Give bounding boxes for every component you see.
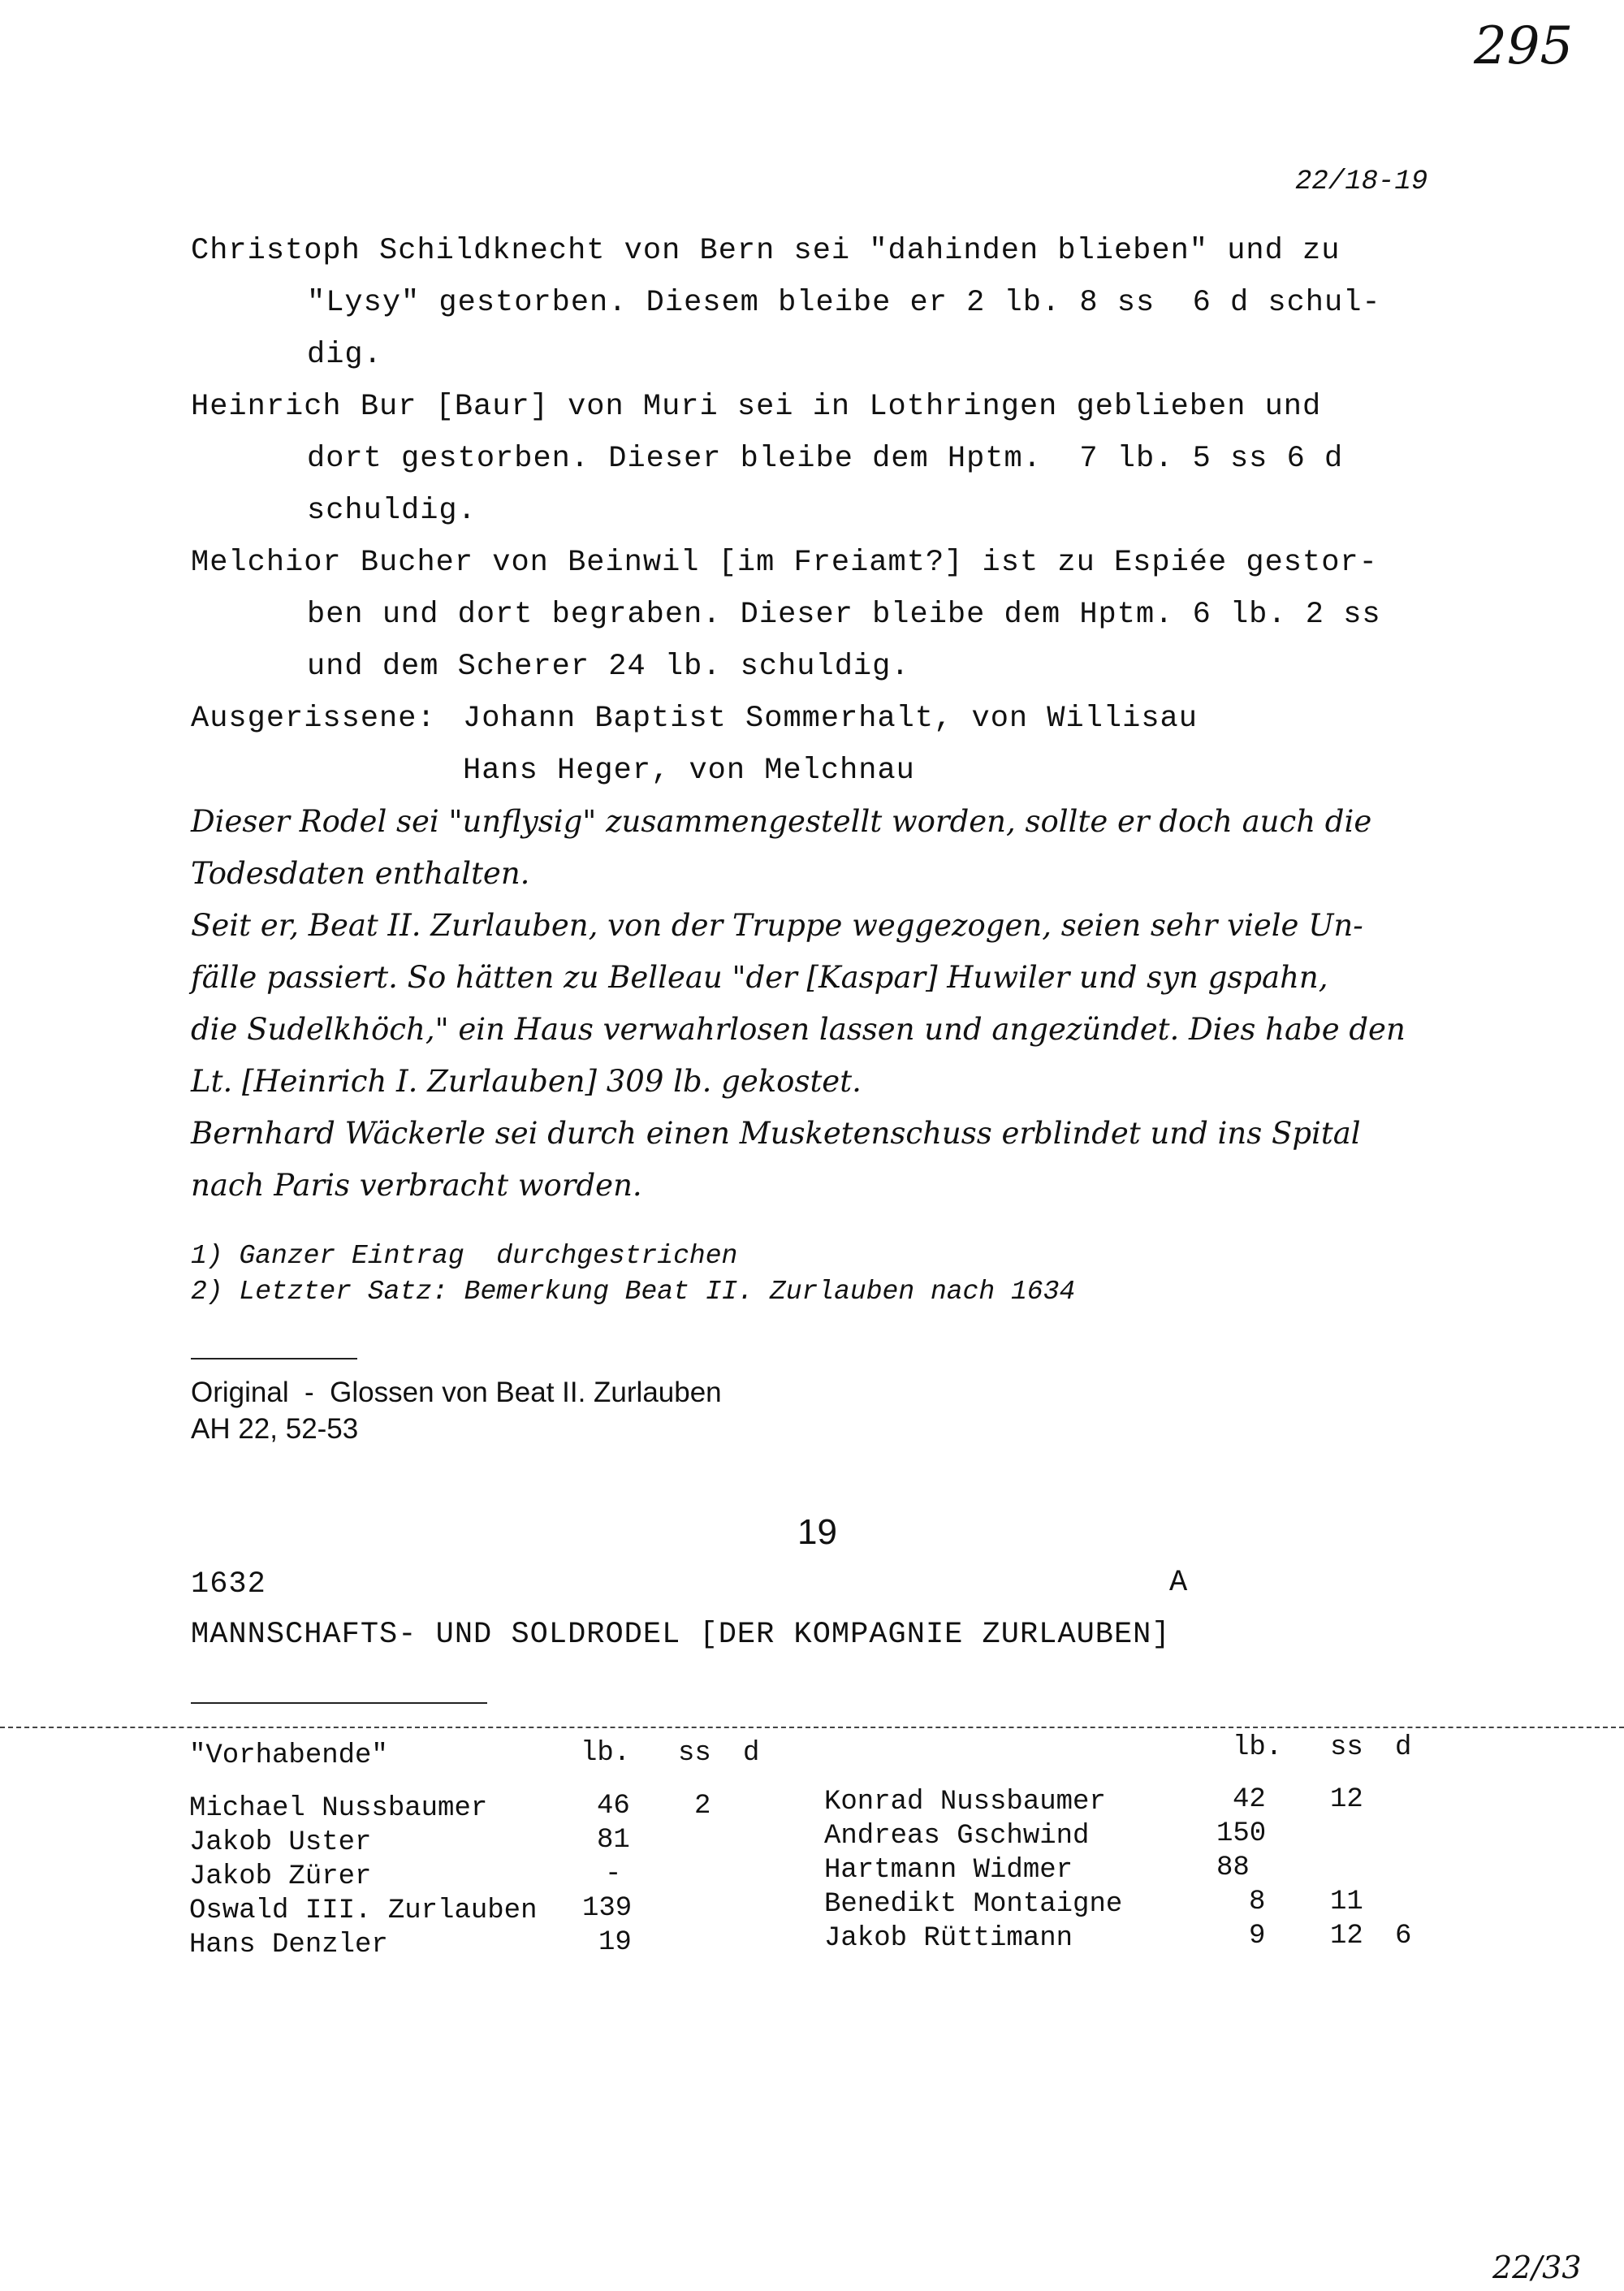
row-lb: 8	[1249, 1887, 1266, 1917]
row-name: Hans Denzler	[189, 1930, 388, 1960]
source-line-2: AH 22, 52-53	[191, 1413, 359, 1445]
row-name: Jakob Rüttimann	[824, 1923, 1073, 1954]
row-name: Konrad Nussbaumer	[824, 1787, 1106, 1818]
right-ss-header: ss	[1330, 1732, 1363, 1763]
left-lb-header: lb.	[581, 1738, 631, 1769]
entry-line: "Lysy" gestorben. Diesem bleibe er 2 lb. 8 ss 6 d schul-	[307, 286, 1381, 320]
row-name: Jakob Zürer	[189, 1861, 372, 1892]
entry-line: Christoph Schildknecht von Bern sei "dahinden blieben" und zu	[191, 234, 1341, 268]
page-separator	[0, 1727, 1624, 1728]
archive-reference: 22/18-19	[1295, 166, 1428, 197]
row-name: Andreas Gschwind	[824, 1821, 1090, 1852]
row-lb: 19	[598, 1927, 632, 1958]
left-column-header: "Vorhabende"	[189, 1740, 388, 1771]
deserter-name: Johann Baptist Sommerhalt, von Willisau	[463, 702, 1198, 736]
entry-line: und dem Scherer 24 lb. schuldig.	[307, 650, 910, 684]
gloss-line: Dieser Rodel sei "unflysig" zusammengestellt worden, sollte er doch auch die	[191, 804, 1372, 839]
entry-line: dig.	[307, 338, 382, 372]
row-ss: 12	[1330, 1784, 1363, 1815]
row-lb: 42	[1233, 1784, 1266, 1815]
deserter-name: Hans Heger, von Melchnau	[463, 754, 915, 788]
entry-line: dort gestorben. Dieser bleibe dem Hptm. 7 lb. 5 ss 6 d	[307, 442, 1344, 476]
gloss-line: Bernhard Wäckerle sei durch einen Musketenschuss erblindet und ins Spital	[191, 1116, 1361, 1151]
entry-line: Melchior Bucher von Beinwil [im Freiamt?] ist zu Espiée gestor-	[191, 546, 1378, 580]
footnote-2: 2) Letzter Satz: Bemerkung Beat II. Zurlauben nach 1634	[191, 1277, 1076, 1307]
row-lb: 9	[1249, 1921, 1266, 1952]
gloss-line: Todesdaten enthalten.	[191, 856, 530, 891]
document-number: 19	[797, 1512, 837, 1552]
row-lb: 81	[597, 1825, 630, 1856]
row-lb: 46	[597, 1791, 630, 1822]
row-ss: 11	[1330, 1887, 1363, 1917]
gloss-line: Seit er, Beat II. Zurlauben, von der Truppe weggezogen, seien sehr viele Un-	[191, 908, 1363, 943]
year: 1632	[191, 1567, 266, 1602]
gloss-line: fälle passiert. So hätten zu Belleau "der [Kaspar] Huwiler und syn gspahn,	[191, 960, 1328, 995]
gloss-line: nach Paris verbracht worden.	[191, 1168, 642, 1203]
entry-line: schuldig.	[307, 494, 477, 528]
row-lb: -	[605, 1859, 622, 1890]
handwritten-bottom-reference: 22/33	[1492, 2250, 1582, 2285]
row-name: Oswald III. Zurlauben	[189, 1895, 538, 1926]
row-name: Jakob Uster	[189, 1827, 372, 1858]
row-lb: 139	[582, 1893, 633, 1924]
variant-letter: A	[1169, 1566, 1189, 1600]
entry-line: ben und dort begraben. Dieser bleibe dem Hptm. 6 lb. 2 ss	[307, 598, 1381, 632]
gloss-line: Lt. [Heinrich I. Zurlauben] 309 lb. gekostet.	[191, 1064, 862, 1099]
left-d-header: d	[743, 1738, 760, 1769]
gloss-line: die Sudelkhöch," ein Haus verwahrlosen lassen und angezündet. Dies habe den	[191, 1012, 1406, 1047]
footnote-divider	[191, 1358, 357, 1359]
entry-line: Heinrich Bur [Baur] von Muri sei in Lothringen geblieben und	[191, 390, 1322, 424]
right-d-header: d	[1395, 1732, 1412, 1763]
row-name: Michael Nussbaumer	[189, 1793, 488, 1824]
right-lb-header: lb.	[1233, 1732, 1283, 1763]
heading-divider	[191, 1702, 487, 1704]
handwritten-page-number: 295	[1474, 16, 1574, 76]
row-name: Benedikt Montaigne	[824, 1889, 1123, 1920]
deserters-label: Ausgerissene:	[191, 702, 436, 736]
footnote-1: 1) Ganzer Eintrag durchgestrichen	[191, 1241, 738, 1271]
source-line-1: Original - Glossen von Beat II. Zurlauben	[191, 1377, 722, 1408]
left-ss-header: ss	[678, 1738, 711, 1769]
row-lb: 88	[1216, 1852, 1250, 1883]
row-ss: 2	[694, 1791, 711, 1822]
document-heading: MANNSCHAFTS- UND SOLDRODEL [DER KOMPAGNIE ZURLAUBEN]	[191, 1618, 1171, 1652]
row-name: Hartmann Widmer	[824, 1855, 1073, 1886]
row-ss: 12	[1330, 1921, 1363, 1952]
row-d: 6	[1395, 1921, 1412, 1952]
row-lb: 150	[1216, 1818, 1267, 1849]
